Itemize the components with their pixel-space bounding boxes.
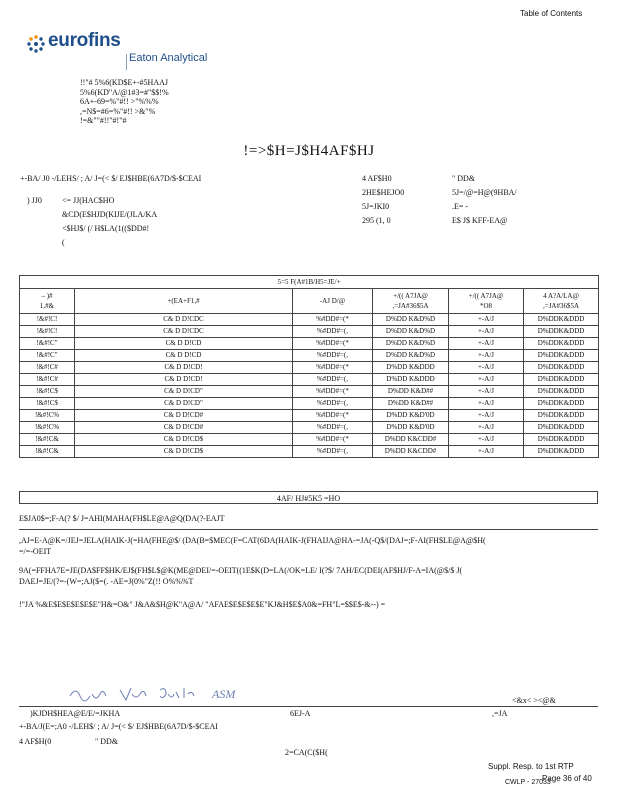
table-cell: %#DD#=(,: [293, 326, 373, 338]
table-cell: C& D D!CD": [75, 386, 293, 398]
table-cell: !&#!C!: [20, 314, 75, 326]
attention-label: ) JJ0: [27, 196, 42, 205]
table-cell: D%DD K&D##: [373, 386, 449, 398]
table-cell: C& D D!CDC: [75, 314, 293, 326]
logo-brand: eurofins: [48, 30, 121, 51]
table-cell: !&#!C&: [20, 446, 75, 458]
footer-title-label: 6EJ-A: [290, 709, 311, 718]
table-cell: D%DD K&D##: [373, 398, 449, 410]
logo-divider: [126, 54, 127, 70]
table-cell: D%DD K&D%D: [373, 338, 449, 350]
column-header: – )# 1,#&: [20, 289, 75, 314]
table-cell: D%DDK&DDD: [524, 338, 599, 350]
table-row: [20, 422, 599, 434]
table-cell: C& D D!CD: [75, 338, 293, 350]
table-cell: D%DDK&DDD: [524, 314, 599, 326]
column-header: +/(( A7JA@ *O8: [449, 289, 524, 314]
table-row: [20, 362, 599, 374]
table-cell: D%DD K&D'0D: [373, 422, 449, 434]
column-header: +(EA+F1,#: [75, 289, 293, 314]
table-cell: %#DD#=(,: [293, 446, 373, 458]
table-cell: D%DD K&D'0D: [373, 410, 449, 422]
table-cell: %#DD#=(*: [293, 362, 373, 374]
table-cell: C& D D!CD$: [75, 434, 293, 446]
footer-report-value: " DD&: [95, 737, 119, 746]
table-cell: %#DD#=(*: [293, 386, 373, 398]
table-cell: !&#!C": [20, 350, 75, 362]
paragraph: ,AJ=E-A@K=/JEJ=JELA(HAIK-J(=HA(FHE@$/ (DA(B=$MEC(F=CAT(6DA(HAIK-J(FHAIJA@HA-=JA(-Q$/(DAJ=;F-AI(FH$LE@A@$H(: [19, 536, 486, 545]
table-cell: D%DDK&DDD: [524, 362, 599, 374]
table-cell: D%DDK&DDD: [524, 446, 599, 458]
report-info-labels: [362, 172, 404, 228]
table-cell: D%DD K&D%D: [373, 314, 449, 326]
table-cell: D%DDK&DDD: [524, 374, 599, 386]
table-cell: !&#!C&: [20, 434, 75, 446]
table-cell: D%DD K&DDD: [373, 362, 449, 374]
table-cell: +-A/J: [449, 374, 524, 386]
column-header: +/(( A7JA@ ,=JA#36$5A: [373, 289, 449, 314]
info-label: 295 (1, 0: [362, 216, 391, 225]
table-row: [20, 338, 599, 350]
footer-page-label: 2=CA(C($H(: [285, 748, 328, 757]
footer-document-title: Suppl. Resp. to 1st RTP: [488, 762, 574, 771]
signature-image: [60, 680, 270, 708]
table-cell: C& D D!CDC: [75, 326, 293, 338]
info-value: 5J=/@=H@(9HBA/: [452, 188, 517, 197]
table-cell: %#DD#=(,: [293, 398, 373, 410]
section-banner: 4AF/ HJ#5K5 =HO: [19, 491, 598, 504]
paragraph: 9A(=FFHA7E=JE(DA$FF$HK/EJ$(FH$L$@K(ME@DEI/=-OEIT((1E$K(D=LA(/OK=LE/ I(?$/ 7AH/EC(DEI(AF$HJ/F-A=IA(@$/$ J(: [19, 566, 463, 575]
attention-line: &CD(E$HJD(KIJE/(JLA/KA: [62, 210, 158, 219]
attention-block: [62, 194, 157, 250]
address-line: 5%6(KD"A/@1#3=#"$$!%: [80, 87, 169, 97]
table-cell: D%DD K&CDD#: [373, 446, 449, 458]
table-cell: +-A/J: [449, 386, 524, 398]
footer-date-label: ,=JA: [492, 709, 508, 718]
divider: [19, 706, 598, 707]
info-value: " DD&: [452, 174, 476, 183]
svg-text:ASM: ASM: [212, 687, 236, 701]
table-cell: C& D D!CD": [75, 398, 293, 410]
logo-subtitle: Eaton Analytical: [129, 52, 208, 64]
info-label: 5J=JKI0: [362, 202, 390, 211]
page-title: !=>$H=J$H4AF$HJ: [243, 143, 375, 159]
column-header: -AJ D/@: [293, 289, 373, 314]
attention-line: <= JJ(HAC$HO: [62, 196, 115, 205]
attention-line: <$HJ$/ (/ H$LA(1(($DD#!: [62, 224, 150, 233]
table-cell: %#DD#=(,: [293, 374, 373, 386]
table-cell: D%DD K&CDD#: [373, 434, 449, 446]
table-row: [20, 350, 599, 362]
table-cell: %#DD#=(,: [293, 422, 373, 434]
table-cell: +-A/J: [449, 362, 524, 374]
table-cell: +-A/J: [449, 350, 524, 362]
logo: [26, 30, 226, 70]
table-row: [20, 398, 599, 410]
table-cell: D%DD K&D%D: [373, 326, 449, 338]
table-row: [20, 386, 599, 398]
table-cell: !&#!C%: [20, 410, 75, 422]
table-row: [20, 314, 599, 326]
info-label: 4 AF$H0: [362, 174, 392, 183]
table-cell: %#DD#=(*: [293, 410, 373, 422]
table-cell: +-A/J: [449, 446, 524, 458]
paragraph: !"JA %&E$E$E$E$E$E"H&=O&" J&A&$H@K"A@A/ "AFAE$E$E$E$E"KJ&H$E$A0&=FH"L=$$E$-&--) =: [19, 600, 386, 609]
table-of-contents-link[interactable]: Table of Contents: [520, 9, 583, 18]
table-cell: !&#!C#: [20, 362, 75, 374]
address-line: !=&""#!!"#!"#: [80, 116, 127, 125]
table-cell: C& D D!CD#: [75, 410, 293, 422]
table-cell: !&#!C$: [20, 398, 75, 410]
table-cell: +-A/J: [449, 338, 524, 350]
address-line: ,=N$=#6=%"#!! >&"%: [80, 106, 156, 116]
table-cell: %#DD#=(*: [293, 434, 373, 446]
table-cell: +-A/J: [449, 314, 524, 326]
table-cell: +-A/J: [449, 434, 524, 446]
table-cell: D%DDK&DDD: [524, 422, 599, 434]
table-cell: !&#!C": [20, 338, 75, 350]
table-caption: 5=5 F(A#1B/H5=JE/+: [20, 276, 599, 289]
attention-line: (: [62, 238, 65, 247]
divider: [19, 529, 598, 530]
footer-signature-label: )KJDH$HEA@E/E/=JKHA: [30, 709, 121, 718]
results-table: [19, 275, 599, 458]
client-line: +-BA/ J0 -/LEHS/ ; A/ J=(< $/ EJ$HBE(6A7D/$-$CEAI: [20, 174, 202, 183]
table-cell: D%DDK&DDD: [524, 326, 599, 338]
footer-client: +-BA/J(E=;A0 -/LEH$/ ; A/ J=(< $/ EJ$HBE(6A7D/$-$CEAI: [19, 722, 218, 731]
table-cell: !&#!C#: [20, 374, 75, 386]
table-cell: D%DD K&DDD: [373, 374, 449, 386]
address-line: 6A+-69=%"#!! >"%%%: [80, 97, 159, 106]
table-cell: +-A/J: [449, 398, 524, 410]
signature-date: <&x< ><@&: [512, 696, 556, 705]
table-cell: C& D D!CD: [75, 350, 293, 362]
table-cell: C& D D!CD!: [75, 374, 293, 386]
table-row: [20, 326, 599, 338]
lab-address: [80, 78, 169, 126]
table-cell: %#DD#=(*: [293, 338, 373, 350]
table-cell: C& D D!CD$: [75, 446, 293, 458]
table-cell: C& D D!CD!: [75, 362, 293, 374]
table-cell: D%DDK&DDD: [524, 398, 599, 410]
info-value: .E= -: [452, 202, 469, 211]
report-info-values: [452, 172, 517, 228]
footer-report-label: 4 AF$H(0: [19, 737, 52, 746]
table-cell: !&#!C!: [20, 326, 75, 338]
address-line: !!"# 5%6(KD$E+-#5HAAJ: [80, 78, 168, 87]
table-cell: %#DD#=(,: [293, 350, 373, 362]
footer-page-number: Page 36 of 40: [542, 774, 592, 783]
table-cell: D%DDK&DDD: [524, 410, 599, 422]
table-cell: D%DDK&DDD: [524, 434, 599, 446]
info-value: E$ J$ KFF-EA@: [452, 216, 508, 225]
eurofins-logo-icon: [26, 34, 46, 54]
table-row: [20, 410, 599, 422]
column-header: 4 A?A/LA@ ,=JA#36$5A: [524, 289, 599, 314]
table-row: [20, 446, 599, 458]
table-cell: D%DD K&D%D: [373, 350, 449, 362]
paragraph: DAEJ=JE/(?=-(W=;AJ($=(. -AE=J(0%"Z(!! O%%%T: [19, 577, 194, 586]
table-cell: +-A/J: [449, 410, 524, 422]
table-row: [20, 434, 599, 446]
table-cell: !&#!C%: [20, 422, 75, 434]
paragraph: =/=-OEIT: [19, 547, 52, 556]
table-cell: D%DDK&DDD: [524, 350, 599, 362]
table-cell: %#DD#=(*: [293, 314, 373, 326]
footer-document-id: CWLP - 27033: [505, 779, 551, 786]
table-cell: !&#!C$: [20, 386, 75, 398]
paragraph: E$JA0$=;F-A(? $/ J=AHI(MAHA(FH$LE@A@Q(DA(?-EAJT: [19, 514, 225, 523]
table-cell: +-A/J: [449, 422, 524, 434]
table-row: [20, 374, 599, 386]
table-cell: C& D D!CD#: [75, 422, 293, 434]
info-label: 2HE$HEJO0: [362, 188, 405, 197]
table-cell: +-A/J: [449, 326, 524, 338]
table-cell: D%DDK&DDD: [524, 386, 599, 398]
